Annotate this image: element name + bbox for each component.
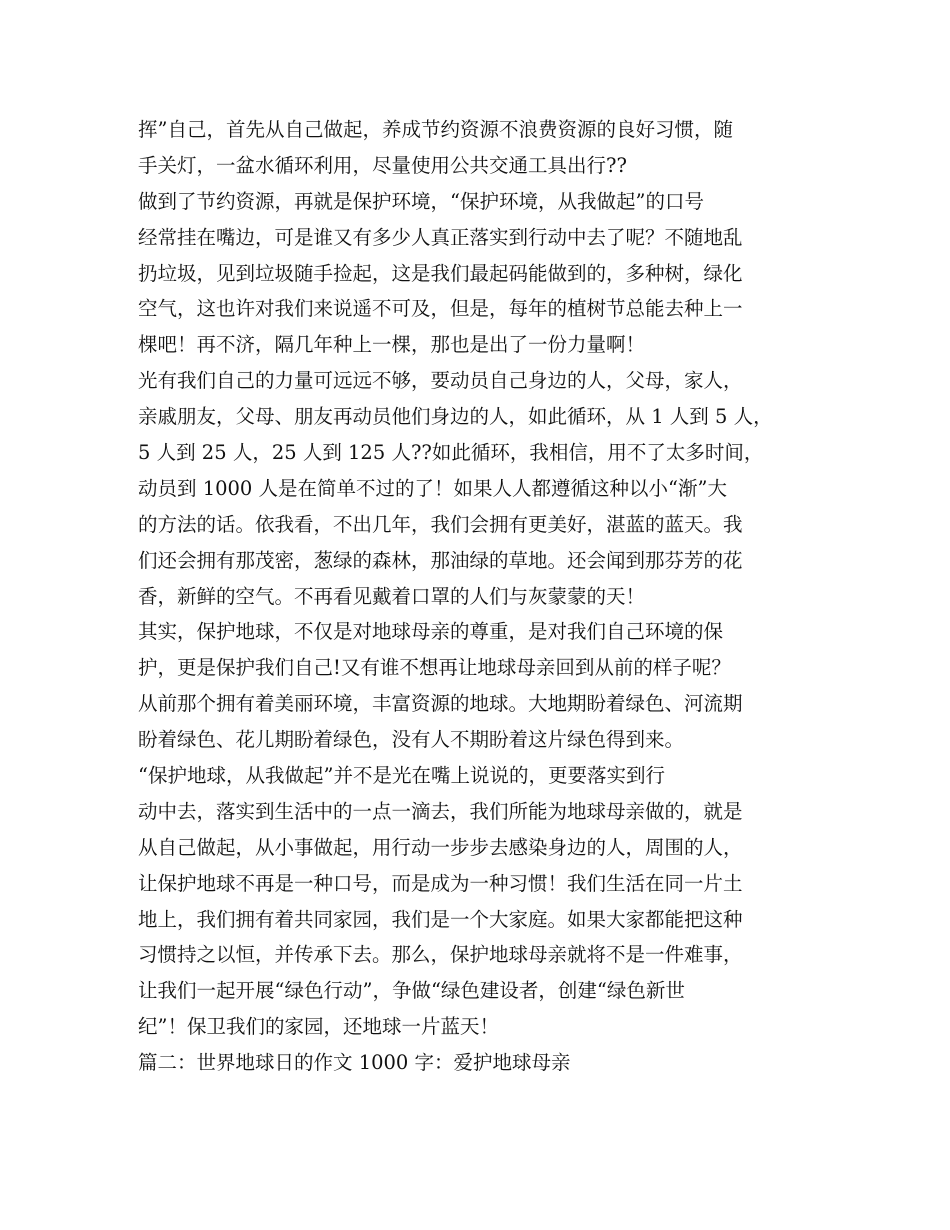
section-heading: 篇二：世界地球日的作文 1000 字：爱护地球母亲 xyxy=(138,1051,571,1075)
text-line: 亲戚朋友，父母、朋友再动员他们身边的人，如此循环，从 1 人到 5 人， xyxy=(138,405,773,429)
text-line: 让我们一起开展“绿色行动”，争做“绿色建设者，创建“绿色新世 xyxy=(138,979,685,1003)
body-text xyxy=(138,112,838,1081)
text-line: 5 人到 25 人，25 人到 125 人??如此循环，我相信，用不了太多时间， xyxy=(138,441,764,465)
text-line: 动员到 1000 人是在简单不过的了！如果人人都遵循这种以小“渐”大 xyxy=(138,476,727,500)
text-line: 地上，我们拥有着共同家园，我们是一个大家庭。如果大家都能把这种 xyxy=(138,907,743,931)
text-line: 护，更是保护我们自己!又有谁不想再让地球母亲回到从前的样子呢？ xyxy=(138,656,731,680)
text-line: 手关灯，一盆水循环利用，尽量使用公共交通工具出行?? xyxy=(138,153,627,177)
text-line: 光有我们自己的力量可远远不够，要动员自己身边的人，父母，家人， xyxy=(138,369,743,393)
text-line: 习惯持之以恒，并传承下去。那么，保护地球母亲就将不是一件难事， xyxy=(138,943,743,967)
text-line: 其实，保护地球，不仅是对地球母亲的尊重，是对我们自己环境的保 xyxy=(138,620,724,644)
text-line: 香，新鲜的空气。不再看见戴着口罩的人们与灰蒙蒙的天！ xyxy=(138,584,646,608)
text-line: 扔垃圾，见到垃圾随手捡起，这是我们最起码能做到的，多种树，绿化 xyxy=(138,261,743,285)
text-line: 棵吧！再不济，隔几年种上一棵，那也是出了一份力量啊！ xyxy=(138,333,646,357)
text-line: 动中去，落实到生活中的一点一滴去，我们所能为地球母亲做的，就是 xyxy=(138,799,743,823)
text-line: “保护地球，从我做起”并不是光在嘴上说说的，更要落实到行 xyxy=(138,764,665,788)
text-line: 从前那个拥有着美丽环境，丰富资源的地球。大地期盼着绿色、河流期 xyxy=(138,692,743,716)
text-line: 挥”自己，首先从自己做起，养成节约资源不浪费资源的良好习惯，随 xyxy=(138,118,733,141)
text-line: 经常挂在嘴边，可是谁又有多少人真正落实到行动中去了呢？不随地乱 xyxy=(138,225,743,249)
text-line: 纪”！保卫我们的家园，还地球一片蓝天！ xyxy=(138,1015,499,1039)
text-line: 空气，这也许对我们来说遥不可及，但是，每年的植树节总能去种上一 xyxy=(138,297,743,321)
text-line: 做到了节约资源，再就是保护环境，“保护环境，从我做起”的口号 xyxy=(138,189,704,213)
text-line: 让保护地球不再是一种口号，而是成为一种习惯！我们生活在同一片土 xyxy=(138,871,743,895)
text-line: 们还会拥有那茂密，葱绿的森林，那油绿的草地。还会闻到那芬芳的花 xyxy=(138,548,743,572)
text-line: 盼着绿色、花儿期盼着绿色，没有人不期盼着这片绿色得到来。 xyxy=(138,728,685,752)
text-line: 从自己做起，从小事做起，用行动一步步去感染身边的人，周围的人， xyxy=(138,835,743,859)
text-line: 的方法的话。依我看，不出几年，我们会拥有更美好，湛蓝的蓝天。我 xyxy=(138,512,743,536)
